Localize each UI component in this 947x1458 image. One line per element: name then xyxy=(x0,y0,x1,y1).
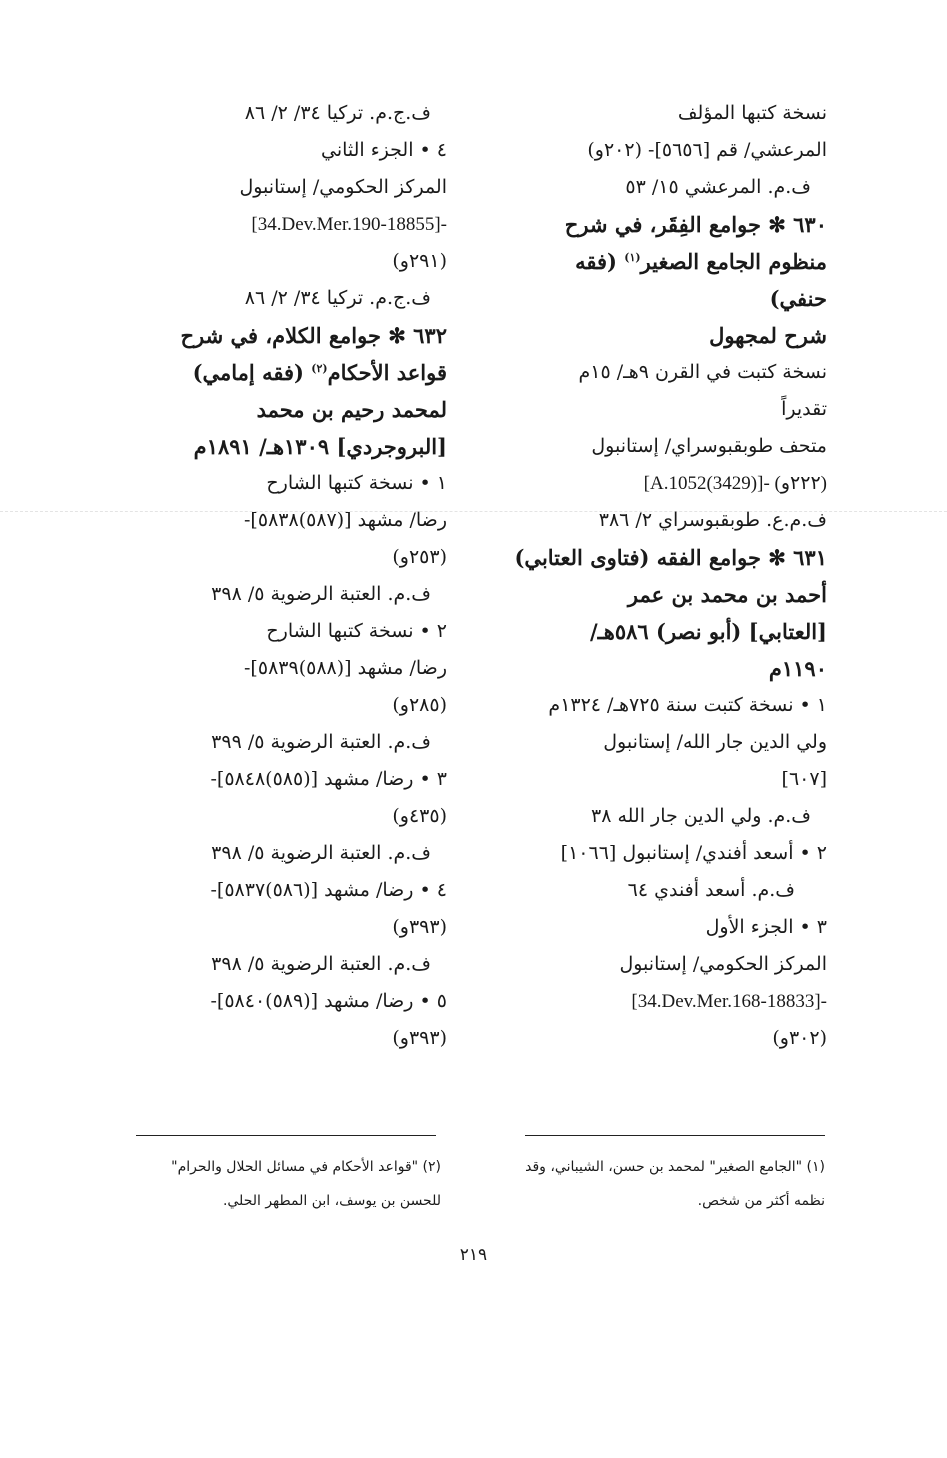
entry-text-line xyxy=(102,724,447,761)
entry-heading-line xyxy=(482,613,827,650)
line-text: ١ • نسخة كتبت سنة ٧٢٥هـ/ ١٣٢٤م xyxy=(548,694,827,716)
entry-heading-line xyxy=(482,280,827,317)
entry-text-line xyxy=(482,354,827,391)
footnote-line: (٢) "قواعد الأحكام في مسائل الحلال والحرام" xyxy=(171,1159,441,1175)
entry-text-line xyxy=(102,761,447,798)
line-text: (٤٣٥و) xyxy=(392,805,447,827)
line-text: ف.م. العتبة الرضوية ٥/ ٣٩٨ xyxy=(211,953,431,975)
entry-heading-line xyxy=(482,539,827,576)
line-text-continued: (فقه xyxy=(575,249,625,274)
entry-text-line xyxy=(482,724,827,761)
entry-text-line xyxy=(482,502,827,539)
entry-text-line xyxy=(102,280,447,317)
line-text: ٦٣١ ✻ جوامع الفقه (فتاوى العتابي) xyxy=(514,545,827,570)
entry-text-line xyxy=(482,391,827,428)
line-text: ٤ • الجزء الثاني xyxy=(320,139,447,161)
footnote-marker: (٢) xyxy=(311,362,328,375)
line-text: ٢ • نسخة كتبها الشارح xyxy=(266,620,447,642)
entry-text-line xyxy=(102,206,447,243)
footnote-right xyxy=(480,1150,825,1218)
line-text: [34.Dev.Mer.190-18855]- xyxy=(251,214,447,235)
footnote-line: نظمه أكثر من شخص. xyxy=(697,1193,825,1209)
entry-text-line xyxy=(102,502,447,539)
line-text: ف.م. العتبة الرضوية ٥/ ٣٩٩ xyxy=(211,731,431,753)
entry-text-line xyxy=(102,835,447,872)
entry-text-line xyxy=(102,243,447,280)
line-text: حنفي) xyxy=(769,286,827,311)
line-text: ف.ج.م. تركيا ٣٤/ ٢/ ٨٦ xyxy=(244,102,431,124)
entry-text-line xyxy=(102,946,447,983)
line-text: تقديراً xyxy=(781,398,827,420)
line-text: ف.م. المرعشي ١٥/ ٥٣ xyxy=(625,176,811,198)
line-text: ٦٣٠ ✻ جوامع الفِقَر، في شرح xyxy=(564,212,827,237)
entry-heading-line xyxy=(102,317,447,354)
line-text: رضا/ مشهد [(٥٨٨)٥٨٣٩]- xyxy=(244,657,447,679)
line-text: المركز الحكومي/ إستانبول xyxy=(619,953,827,975)
entry-text-line xyxy=(482,465,827,502)
entry-text-line xyxy=(102,169,447,206)
line-text: ف.م. العتبة الرضوية ٥/ ٣٩٨ xyxy=(211,842,431,864)
line-text: ٤ • رضا/ مشهد [(٥٨٦)٥٨٣٧]- xyxy=(210,879,447,901)
entry-text-line xyxy=(482,835,827,872)
entry-text-line xyxy=(102,650,447,687)
line-text: ٣ • الجزء الأول xyxy=(705,916,827,938)
entry-heading-line xyxy=(482,243,827,280)
entry-text-line xyxy=(102,539,447,576)
left-text-column xyxy=(102,95,447,1057)
line-text: ٥ • رضا/ مشهد [(٥٨٩)٥٨٤٠]- xyxy=(210,990,447,1012)
line-text: رضا/ مشهد [(٥٨٧)٥٨٣٨]- xyxy=(244,509,447,531)
entry-heading-line xyxy=(102,354,447,391)
entry-text-line xyxy=(102,909,447,946)
entry-text-line xyxy=(102,1020,447,1057)
line-text: [البروجردي] ١٣٠٩هـ/ ١٨٩١م xyxy=(193,434,447,459)
line-text: [34.Dev.Mer.168-18833]- xyxy=(631,991,827,1012)
line-text: (٢٥٣و) xyxy=(392,546,447,568)
line-text: لمحمد رحيم بن محمد xyxy=(256,397,447,422)
entry-heading-line xyxy=(482,206,827,243)
entry-text-line xyxy=(102,576,447,613)
entry-heading-line xyxy=(482,650,827,687)
footnote-separator-left xyxy=(136,1135,436,1136)
line-text: أحمد بن محمد بن عمر xyxy=(627,582,827,607)
line-text: ف.م. ولي الدين جار الله ٣٨ xyxy=(590,805,811,827)
line-text: ف.م. أسعد أفندي ٦٤ xyxy=(627,879,795,901)
line-text: [العتابي] (أبو نصر) ٥٨٦هـ/ xyxy=(589,619,827,644)
entry-heading-line xyxy=(102,428,447,465)
line-text: قواعد الأحكام xyxy=(327,360,447,385)
line-text: ف.م.ع. طوبقبوسراي ٢/ ٣٨٦ xyxy=(598,509,827,531)
line-text: ولي الدين جار الله/ إستانبول xyxy=(603,731,827,753)
line-text: ١ • نسخة كتبها الشارح xyxy=(266,472,447,494)
entry-text-line xyxy=(482,132,827,169)
line-text: منظوم الجامع الصغير xyxy=(640,249,827,274)
page-number: ٢١٩ xyxy=(459,1245,488,1265)
footnote-separator-right xyxy=(525,1135,825,1136)
footnote-line: للحسن بن يوسف، ابن المطهر الحلي. xyxy=(222,1193,441,1209)
entry-text-line xyxy=(482,1020,827,1057)
entry-text-line xyxy=(482,946,827,983)
line-text: نسخة كتبها المؤلف xyxy=(677,102,827,124)
entry-text-line xyxy=(482,428,827,465)
line-text: المرعشي/ قم [٥٦٥٦]- (٢٠٢و) xyxy=(587,139,827,161)
entry-text-line xyxy=(482,983,827,1020)
entry-text-line xyxy=(102,687,447,724)
line-text: (٣٠٢و) xyxy=(772,1027,827,1049)
entry-heading-line xyxy=(102,391,447,428)
footnote-marker: (١) xyxy=(624,251,641,264)
entry-text-line xyxy=(102,983,447,1020)
line-text: ٣ • رضا/ مشهد [(٥٨٥)٥٨٤٨]- xyxy=(210,768,447,790)
entry-text-line xyxy=(102,132,447,169)
entry-text-line xyxy=(102,613,447,650)
line-text: (٣٩٣و) xyxy=(392,916,447,938)
line-text: ١١٩٠م xyxy=(768,656,827,681)
line-text-continued: (فقه إمامي) xyxy=(192,360,312,385)
line-text: ف.م. العتبة الرضوية ٥/ ٣٩٨ xyxy=(211,583,431,605)
entry-heading-line xyxy=(482,317,827,354)
entry-text-line xyxy=(482,798,827,835)
entry-text-line xyxy=(482,169,827,206)
entry-text-line xyxy=(482,95,827,132)
entry-text-line xyxy=(482,687,827,724)
line-text: المركز الحكومي/ إستانبول xyxy=(239,176,447,198)
line-text: متحف طوبقبوسراي/ إستانبول xyxy=(591,435,827,457)
entry-text-line xyxy=(102,798,447,835)
footnote-left xyxy=(96,1150,441,1218)
line-text: ف.ج.م. تركيا ٣٤/ ٢/ ٨٦ xyxy=(244,287,431,309)
line-text: (٣٩٣و) xyxy=(392,1027,447,1049)
entry-text-line xyxy=(102,465,447,502)
line-text: نسخة كتبت في القرن ٩هـ/ ١٥م xyxy=(578,361,827,383)
entry-text-line xyxy=(102,95,447,132)
line-text: (٢٩١و) xyxy=(392,250,447,272)
footnote-line: (١) "الجامع الصغير" لمحمد بن حسن، الشيباني، وقد xyxy=(525,1159,825,1175)
entry-text-line xyxy=(482,761,827,798)
right-text-column xyxy=(482,95,827,1057)
line-text: ٦٣٢ ✻ جوامع الكلام، في شرح xyxy=(180,323,447,348)
line-text: [A.1052(3429)]- (٢٢٢و) xyxy=(643,473,827,494)
entry-text-line xyxy=(102,872,447,909)
line-text: (٢٨٥و) xyxy=(392,694,447,716)
entry-text-line xyxy=(482,909,827,946)
entry-heading-line xyxy=(482,576,827,613)
line-text: ٢ • أسعد أفندي/ إستانبول [١٠٦٦] xyxy=(560,842,827,864)
line-text: شرح لمجهول xyxy=(709,323,827,348)
entry-text-line xyxy=(482,872,827,909)
line-text: [٦٠٧] xyxy=(781,768,827,790)
